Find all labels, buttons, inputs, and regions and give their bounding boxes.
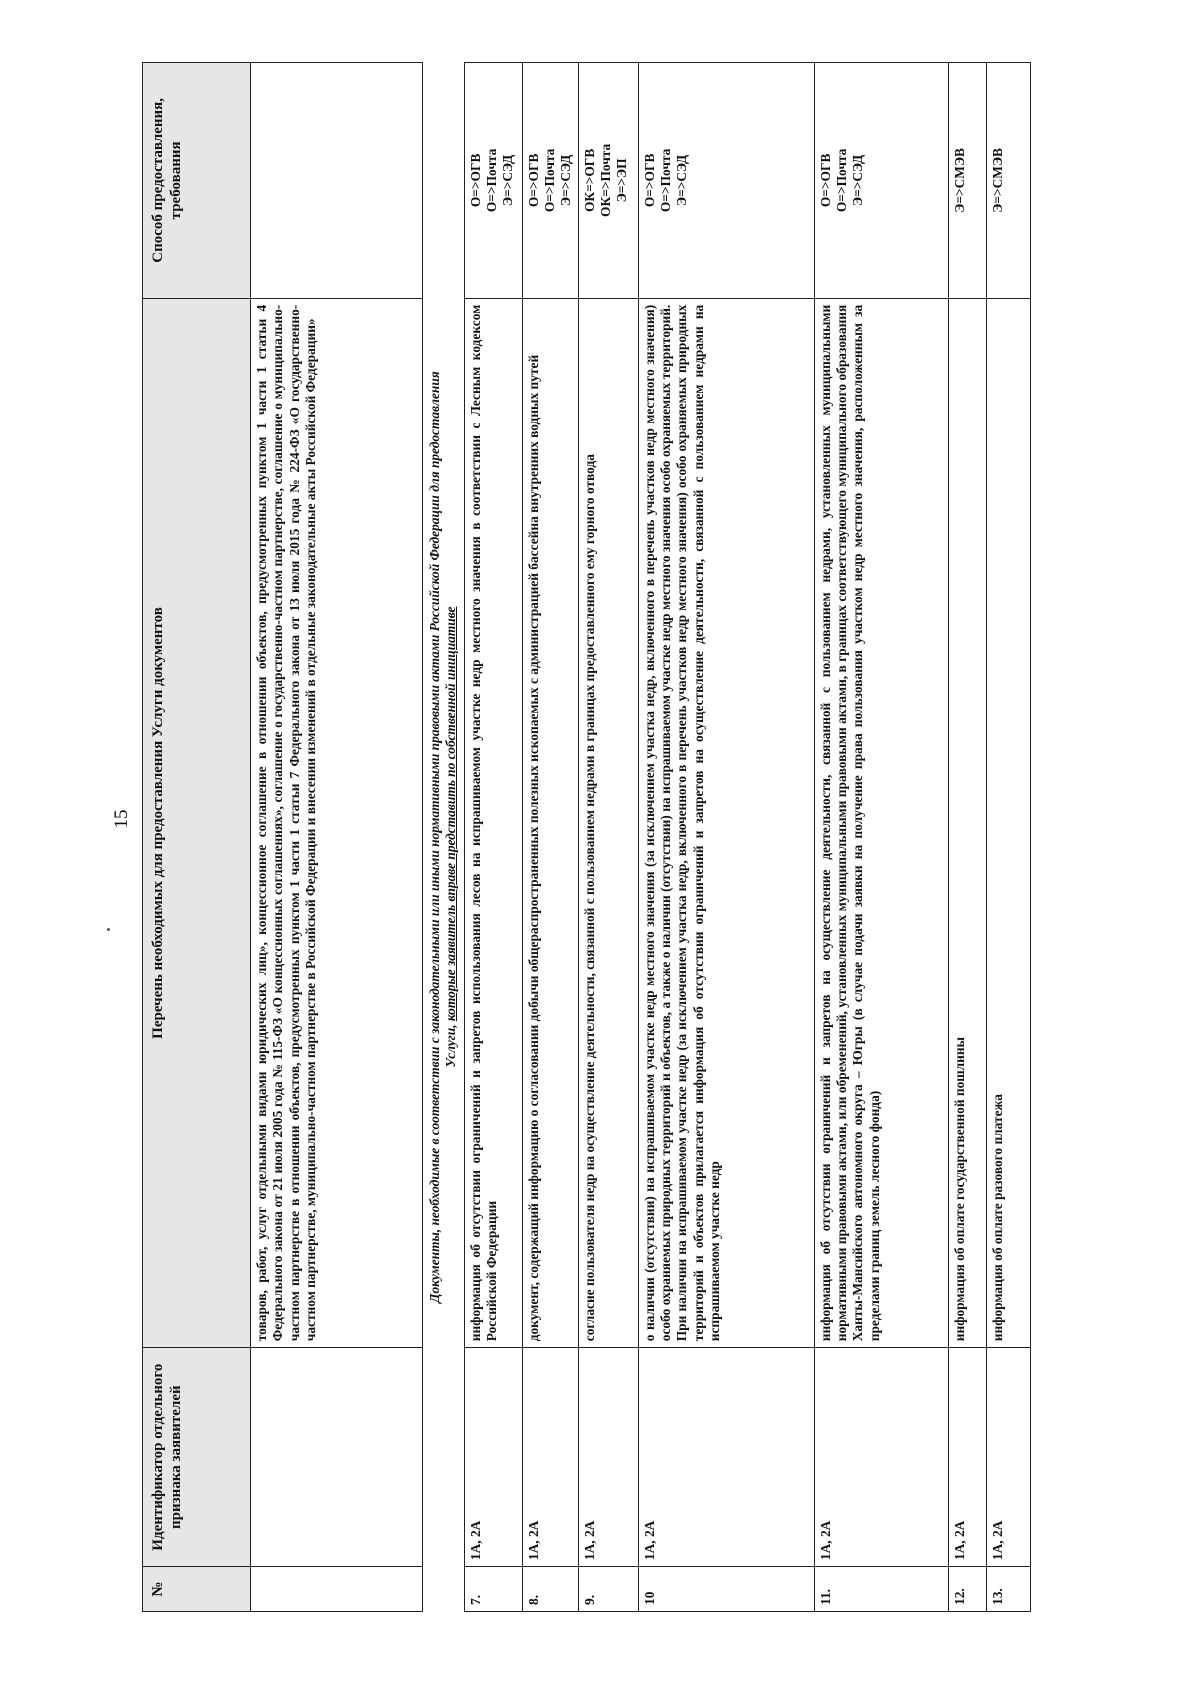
cell-id: 1А, 2А [948, 1348, 986, 1567]
table-row [814, 63, 948, 1612]
method-line: О=>Почта [658, 148, 674, 213]
cell-document-text: информация об оплате разового платежа [986, 298, 1030, 1348]
cell-document-text: документ, содержащий информацию о согласовании добычи общераспространенных полезных ископаемых с администрацией бассейна внутренних водных путей [522, 298, 578, 1348]
method-line: Э=>СЭД [500, 154, 516, 206]
table-row [638, 63, 814, 1612]
table-row [464, 63, 522, 1612]
method-line: О=>ОГВ [641, 153, 657, 208]
cell-num: 7. [464, 1567, 522, 1612]
method-line: Э=>СМЭВ [989, 148, 1005, 213]
cell-id: 1А, 2А [578, 1348, 638, 1567]
rotated-document [142, 62, 1077, 1612]
cell-method [251, 63, 423, 299]
table-row [251, 63, 423, 1612]
table-row [578, 63, 638, 1612]
cell-id: 1А, 2А [464, 1348, 522, 1567]
cell-document-text: информация об отсутствии ограничений и запретов на осуществление деятельности, связанной с пользованием недрами, установленных муниципальными нормативными правовыми актами, или обременений, установленных муниципальными правовыми актами, в границах соответствующего муниципального образования Ханты-Мансийского автономного округа – Югры (в случае подачи заявки на получение права пользования участком недр местного значения, расположенным за пределами границ земель лесного фонда) [814, 298, 948, 1348]
cell-num: 13. [986, 1567, 1030, 1612]
method-line: Э=>ЭП [614, 158, 630, 203]
documents-table [142, 62, 1031, 1612]
method-line: Э=>СМЭВ [951, 148, 967, 213]
method-line: О=>Почта [484, 148, 500, 213]
method-line: Э=>СЭД [558, 154, 574, 206]
cell-method [464, 63, 522, 299]
section-heading-line2 [443, 71, 459, 1604]
cell-document-text: о наличии (отсутствии) на испрашиваемом участке недр местного значения (за исключением участка недр, включенного в перечень участков недр местного значения) особо охраняемых природных территорий и объектов, а также о наличии (отсутствии) на испрашиваемом участке недр местного значения особо охраняемых территорий. При наличии на испрашиваемом участке недр (за исключением участка недр, включенного в перечень участков недр местного значения) особо охраняемых природных территорий и объектов прилагается информация об отсутствии ограничений и запретов на осуществление деятельности, связанной с пользованием недрами на испрашиваемом участке недр [638, 298, 814, 1348]
table-row [522, 63, 578, 1612]
cell-id: 1А, 2А [638, 1348, 814, 1567]
cell-num [251, 1567, 423, 1612]
method-line: Э=>СЭД [674, 154, 690, 206]
cell-document-text: товаров, работ, услуг отдельными видами юридических лиц», концессионное соглашение в отношении объектов, предусмотренных пунктом 1 части 1 статьи 4 Федерального закона от 21 июля 2005 года № 115-ФЗ «О концессионных соглашениях», соглашение о государственно-частном партнерстве, соглашение о муниципально-частном партнерстве в отношении объектов, предусмотренных пунктом 1 части 1 статьи 7 Федерального закона от 13 июля 2015 года № 224-ФЗ «О государственно-частном партнерстве, муниципально-частном партнерстве в Российской Федерации и внесении изменений в отдельные законодательные акты Российской Федерации» [251, 298, 423, 1348]
cell-num: 10 [638, 1567, 814, 1612]
cell-method [638, 63, 814, 299]
method-line: О=>ОГВ [467, 153, 483, 208]
cell-document-text: согласие пользователя недр на осуществление деятельности, связанной с пользованием недрами в границах предоставленного ему горного отвода [578, 298, 638, 1348]
cell-method [814, 63, 948, 299]
cell-id: 1А, 2А [522, 1348, 578, 1567]
cell-id: 1А, 2А [814, 1348, 948, 1567]
cell-method [522, 63, 578, 299]
cell-method [578, 63, 638, 299]
cell-method [986, 63, 1030, 299]
header-document-list: Перечень необходимых для предоставления Услуги документов [143, 298, 251, 1348]
header-num: № [143, 1567, 251, 1612]
cell-document-text: информация об отсутствии ограничений и запретов использования лесов на испрашиваемом участке недр местного значения в соответствии с Лесным кодексом Российской Федерации [464, 298, 522, 1348]
table-header-row [143, 63, 251, 1612]
page-number: 15 [111, 809, 132, 829]
cell-num: 11. [814, 1567, 948, 1612]
table-row [948, 63, 986, 1612]
table-row [986, 63, 1030, 1612]
section-heading-row [423, 63, 465, 1612]
header-identifier: Идентификатор отдельного признака заявителей [143, 1348, 251, 1567]
method-line: О=>ОГВ [817, 153, 833, 208]
section-heading [423, 63, 465, 1612]
method-line: ОК=>Почта [598, 143, 614, 217]
method-line: О=>Почта [542, 148, 558, 213]
cell-id: 1А, 2А [986, 1348, 1030, 1567]
method-line: О=>ОГВ [525, 153, 541, 208]
section-heading-line1: Документы, необходимые в соответствии с законодательными или иными нормативными правовыми актами Российской Федерации для предоставления [427, 371, 442, 1303]
section-heading-line2-prefix: Услуги, [443, 1021, 459, 1068]
method-line: Э=>СЭД [850, 154, 866, 206]
cell-method [948, 63, 986, 299]
cell-num: 8. [522, 1567, 578, 1612]
cell-num: 9. [578, 1567, 638, 1612]
method-line: ОК=>ОГВ [581, 148, 597, 212]
method-line: О=>Почта [834, 148, 850, 213]
section-heading-line2-underlined: которые заявитель вправе представить по собственной инициативе [443, 606, 459, 1022]
cell-num: 12. [948, 1567, 986, 1612]
cell-id [251, 1348, 423, 1567]
cell-document-text: информация об оплате государственной пошлины [948, 298, 986, 1348]
header-method: Способ предоставления, требования [143, 63, 251, 299]
scan-speck [107, 928, 110, 931]
